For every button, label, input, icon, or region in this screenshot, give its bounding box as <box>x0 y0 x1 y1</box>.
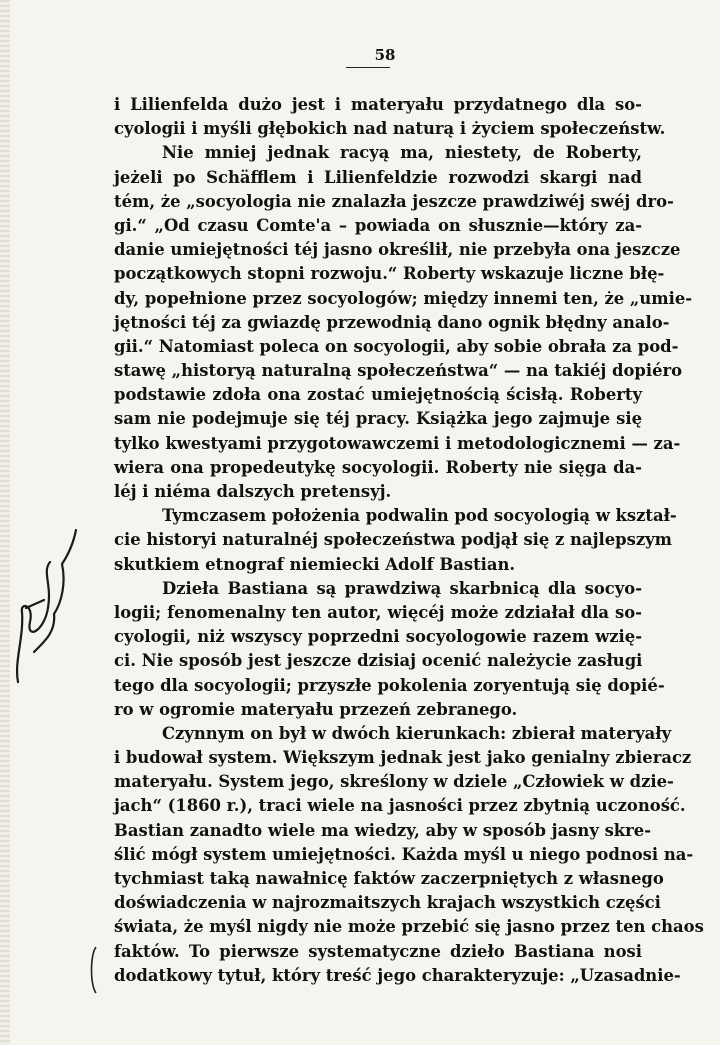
text-line: cie historyi naturalnéj społeczeństwa podjął się z najlepszym <box>114 530 673 550</box>
page-number-rule <box>346 67 390 68</box>
text-line: cyologii i myśli głębokich nad naturą i życiem społeczeństw. <box>114 119 666 139</box>
text-line: faktów. To pierwsze systematyczne dzieło Bastiana nosi <box>114 941 642 961</box>
text-line: początkowych stopni rozwoju.“ Roberty wskazuje liczne błę- <box>114 264 665 284</box>
text-line: cyologii, niż wszyscy poprzedni socyologowie razem wzię- <box>114 627 642 647</box>
text-line: jętności téj za gwiazdę przewodnią dano ognik błędny analo- <box>114 312 670 332</box>
text-line: ro w ogromie materyału przezeń zebranego. <box>114 699 518 719</box>
handwritten-signature <box>4 512 84 692</box>
text-line: skutkiem etnograf niemiecki Adolf Bastian. <box>114 554 516 574</box>
text-line: logii; fenomenalny ten autor, więcéj może zdziałał dla so- <box>114 602 642 622</box>
text-line: wiera ona propedeutykę socyologii. Roberty nie sięga da- <box>114 457 642 477</box>
text-line: danie umiejętności téj jasno określił, nie przebyła ona jeszcze <box>114 240 681 260</box>
text-line: tylko kwestyami przygotowawczemi i metodologicznemi — za- <box>114 433 681 453</box>
text-line: tychmiast taką nawałnicę faktów zaczerpniętych z własnego <box>114 869 664 888</box>
text-line: i Lilienfelda dużo jest i materyału przydatnego dla so- <box>114 95 642 114</box>
margin-bracket-mark <box>88 945 98 995</box>
text-line: jach“ (1860 r.), traci wiele na jasności przez zbytnią uczoność. <box>114 796 686 816</box>
text-line: materyału. System jego, skreślony w dziele „Człowiek w dzie- <box>114 772 674 792</box>
text-line: tego dla socyologii; przyszłe pokolenia zoryentują się dopié- <box>114 675 665 695</box>
text-line: Nie mniej jednak racyą ma, niestety, de Roberty, <box>162 143 642 163</box>
text-line: podstawie zdoła ona zostać umiejętnością ścisłą. Roberty <box>114 385 642 405</box>
text-line: świata, że myśl nigdy nie może przebić się jasno przez ten chaos <box>114 917 704 937</box>
page-number: 58 <box>374 46 396 64</box>
text-line: tém, że „socyologia nie znalazła jeszcze prawdziwéj swéj dro- <box>114 191 674 211</box>
text-line: stawę „historyą naturalną społeczeństwa“ — na takiéj dopiéro <box>114 361 683 381</box>
text-line: Bastian zanadto wiele ma wiedzy, aby w sposób jasny skre- <box>114 820 652 840</box>
text-line: dy, popełnione przez socyologów; między innemi ten, że „umie- <box>114 288 693 308</box>
text-line: léj i niéma dalszych pretensyj. <box>114 482 392 501</box>
text-line: gi.“ „Od czasu Comte'a – powiada on słusznie—który za- <box>114 215 642 235</box>
text-line: dodatkowy tytuł, który treść jego charakteryzuje: „Uzasadnie- <box>114 965 681 985</box>
text-line: ci. Nie sposób jest jeszcze dzisiaj ocenić należycie zasługi <box>114 651 643 671</box>
text-line: ślić mógł system umiejętności. Każda myśl u niego podnosi na- <box>114 844 694 864</box>
text-line: gii.“ Natomiast poleca on socyologii, aby sobie obrała za pod- <box>114 336 679 356</box>
text-line: Dzieła Bastiana są prawdziwą skarbnicą dla socyo- <box>162 578 642 598</box>
text-line: Tymczasem położenia podwalin pod socyologią w kształ- <box>162 506 677 526</box>
text-line: jeżeli po Schäfflem i Lilienfeldzie rozwodzi skargi nad <box>114 167 642 187</box>
text-line: i budował system. Większym jednak jest jako genialny zbieracz <box>114 748 692 768</box>
body-text <box>114 93 704 988</box>
text-line: doświadczenia w najrozmaitszych krajach wszystkich części <box>114 893 661 913</box>
text-line: Czynnym on był w dwóch kierunkach: zbierał materyały <box>162 723 672 743</box>
text-line: sam nie podejmuje się téj pracy. Książka jego zajmuje się <box>114 409 642 429</box>
